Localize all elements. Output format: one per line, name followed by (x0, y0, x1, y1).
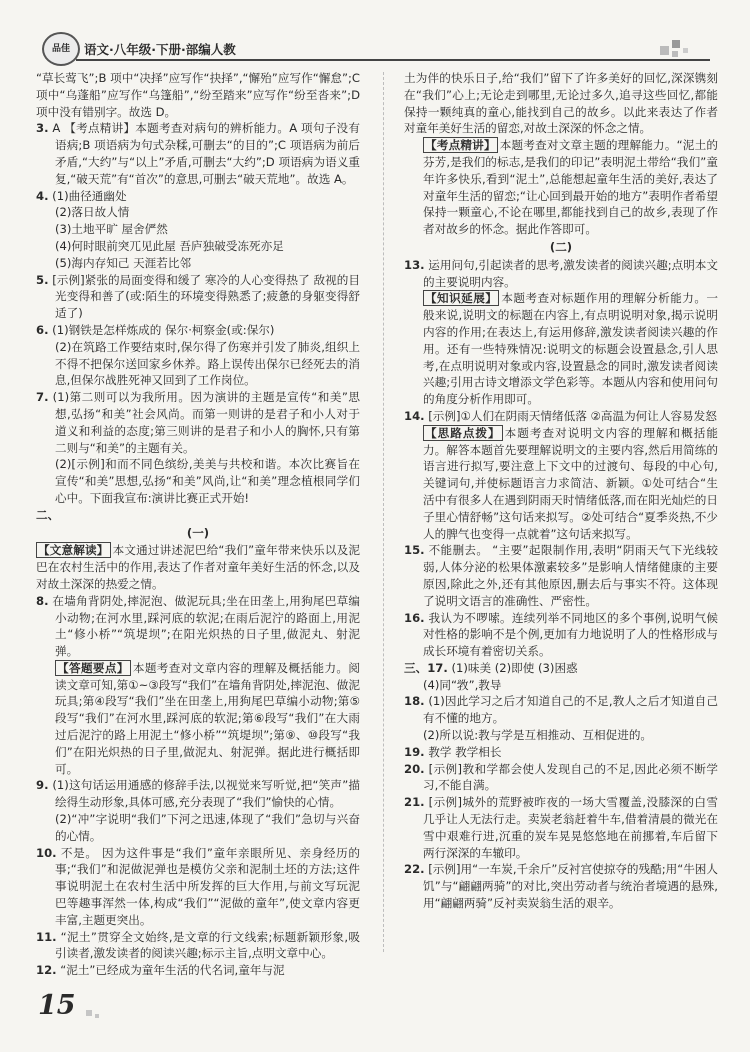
answer-text: (2)在筑路工作要结束时,保尔得了伤寒并引发了肺炎,组织上不得不把保尔送回家乡休养。路上误传出保尔已经死去的消息,但保尔战胜死神又回到了工作岗位。 (55, 339, 360, 388)
answer-text: 本题考查对文章内容的理解及概括能力。阅读文章可知,第①~③段写“我们”在墙角背阴处,摔泥泡、做泥玩具;第④段写“我们”坐在田垄上,用狗尾巴草编小动物;第⑤段写“我们”在河水里,踩河底的软泥;第⑥段写“我们”在大雨过后泥泞的路上用泥土“修小桥”“筑堤坝”;第⑨、⑩段写“我们”在阳光炽热的日子里,做泥丸、射泥弹。据此进行概括即可。 (55, 660, 360, 776)
answer-item (36, 777, 360, 811)
answer-item (404, 542, 718, 609)
question-number: 7. (36, 390, 49, 405)
answer-subitem (404, 677, 718, 694)
answer-item (36, 322, 360, 339)
answer-text: [示例]紧张的局面变得和缓了 寒冷的人心变得热了 敌视的目光变得和善了(或:陌生的环境变得熟悉了;疲惫的身躯变得舒适了) (52, 272, 361, 321)
question-number: 6. (36, 322, 49, 337)
section-heading (36, 525, 360, 542)
answer-text: (二) (549, 239, 573, 254)
question-number: 5. (36, 272, 49, 287)
answer-text: [示例]城外的荒野被昨夜的一场大雪覆盖,没膝深的白雪几乎让人无法行走。卖炭老翁赶着牛车,借着清晨的微光在雪中艰难行进,沉重的炭车晃晃悠悠地在前挪着,车后留下两行深深的车辙印。 (423, 795, 719, 860)
answer-text: 运用问句,引起读者的思考,激发读者的阅读兴趣;点明本文的主要说明内容。 (423, 257, 719, 289)
answer-subitem (36, 456, 360, 506)
question-number: 10. (36, 845, 57, 860)
page-number: 15 (38, 990, 76, 1021)
question-number: 15. (404, 543, 425, 558)
answer-text: A 【考点精讲】本题考查对病句的辨析能力。A 项句子没有语病;B 项语病为句式杂糅,可删去“的目的”;C 项语病为前后矛盾,“大约”与“以上”矛盾,可删去“大约”;D 项语病为语义重复,“破天荒”有“首次”的意思,可删去“破天荒地”。故选 A。 (52, 121, 360, 186)
analysis-tag: 【考点精讲】 (425, 138, 496, 153)
answer-text: [示例]用“一车炭,千余斤”反衬宫使掠夺的残酷;用“牛困人饥”与“翩翩两骑”的对比,突出劳动者与统治者境遇的悬殊,用“翩翩两骑”反衬卖炭翁生活的艰辛。 (423, 862, 718, 911)
answer-item (404, 660, 718, 677)
answer-text: (1)曲径通幽处 (52, 188, 127, 203)
answer-subitem (404, 425, 718, 543)
question-number: 12. (36, 963, 57, 978)
analysis-tag: 【思路点拨】 (425, 425, 501, 440)
answer-text: [示例]①人们在阴雨天情绪低落 ②高温为何让人容易发怒 (428, 408, 717, 423)
header-title: 语文·八年级·下册·部编人教 (84, 42, 236, 57)
answer-subitem (36, 238, 360, 255)
analysis-tag: 【知识延展】 (425, 291, 498, 306)
question-number: 20. (404, 761, 425, 776)
answer-text: (4)何时眼前突兀见此屋 吾庐独破受冻死亦足 (55, 238, 284, 253)
answer-item (36, 593, 360, 660)
answer-text: (4)同“敩”,教导 (423, 677, 502, 692)
answer-item (36, 845, 360, 929)
answer-paragraph (404, 70, 718, 137)
answer-item (404, 794, 718, 861)
answer-item (404, 257, 718, 291)
answer-text: 二、 (36, 507, 60, 522)
answer-text: (1)第二则可以为我所用。因为演讲的主题是宣传“和美”思想,弘扬“和美”社会风尚。而第一则讲的是君子和小人对于道义和利益的态度;第三则讲的是君子和小人的胸怀,只有第二则与“和美”的主题有关。 (52, 390, 361, 455)
analysis-tag: 【文意解读】 (38, 543, 109, 558)
header-rule (76, 59, 710, 61)
page-header (40, 30, 710, 66)
answer-text: “草长莺飞”;B 项中“决择”应写作“抉择”,“懈殆”应写作“懈怠”;C 项中“乌蓬船”应写作“乌篷船”,“纷至踏来”应写作“纷至沓来”;D 项中没有错别字。故选 D。 (36, 71, 360, 119)
answer-subitem (36, 339, 360, 389)
answer-text: [示例]教和学都会使人发现自己的不足,因此必须不断学习,不能自满。 (423, 761, 719, 793)
answer-subitem (36, 811, 360, 845)
answer-text: (5)海内存知己 天涯若比邻 (55, 255, 192, 270)
answer-text: (1)钢铁是怎样炼成的 保尔·柯察金(或:保尔) (52, 322, 275, 337)
answer-text: (1)味美 (2)即使 (3)困惑 (451, 660, 578, 675)
section-numeral (36, 507, 360, 524)
answer-paragraph (36, 542, 360, 592)
question-number: 22. (404, 862, 425, 877)
brand-logo: 品佳 (42, 32, 80, 66)
question-number: 9. (36, 778, 49, 793)
answer-text: 土为伴的快乐日子,给“我们”留下了许多美好的回忆,深深镌刻在“我们”心上;无论走到哪里,无论过多久,追寻这些回忆,都能保持一颗纯真的童心,能找到自己的故乡。以此来表达了作者对童年美好生活的留恋,对故土深深的怀念之情。 (404, 71, 718, 136)
answer-item (36, 389, 360, 456)
answer-text: (1)因此学习之后才知道自己的不足,教人之后才知道自己有不懂的地方。 (423, 694, 718, 726)
analysis-tag: 【答题要点】 (57, 660, 129, 675)
question-number: 4. (36, 188, 49, 203)
answer-text: 不是。 因为这件事是“我们”童年亲眼所见、亲身经历的事;“我们”和泥做泥弹也是模仿父亲和泥制土坯的方法;这件事说明泥土在农村生活中所发挥的巨大作用,与前文写玩泥巴等趣事浑然一体,构成“我们”“泥做的童年”,使文章内容更丰富,主题更突出。 (55, 845, 360, 927)
answer-item (404, 761, 718, 795)
answer-subitem (404, 727, 718, 744)
answer-column-right (404, 70, 718, 912)
answer-item (404, 610, 718, 660)
answer-item (36, 929, 360, 963)
question-number: 3. (36, 121, 49, 136)
answer-subitem (404, 290, 718, 408)
answer-item (404, 408, 718, 425)
answer-subitem (36, 204, 360, 221)
question-number: 19. (404, 744, 425, 759)
decorative-squares (660, 40, 700, 60)
section-numeral: 三、 (404, 660, 428, 675)
question-number: 17. (427, 660, 448, 675)
answer-subitem (404, 137, 718, 238)
answer-text: 不能删去。 “主要”起限制作用,表明“阴雨天气下光线较弱,人体分泌的松果体激素较多”是影响人情绪健康的主要原因,除此之外,还有其他原因,删去后与事实不符。这体现了说明文语言的准确性、严密性。 (423, 543, 718, 608)
section-heading (404, 239, 718, 256)
answer-text: (1)这句话运用通感的修辞手法,以视觉来写听觉,把“笑声”描绘得生动形象,具体可感,充分表现了“我们”愉快的心情。 (52, 778, 361, 810)
answer-column-left (36, 70, 360, 979)
answer-text: (2)所以说:教与学是互相推动、互相促进的。 (423, 728, 653, 743)
answer-subitem (36, 221, 360, 238)
answer-text: 本题考查对文章主题的理解能力。“泥土的芬芳,是我们的标志,是我们的印记”表明泥土带给“我们”童年许多快乐,看到“泥土”,总能想起童年生活的美好,表达了对童年生活的留恋;“让心回到最开始的地方”表明作者希望保持一颗童心,不论在哪里,都能找到自己的故乡,表现了作者对故乡的怀念。据此作答即可。 (423, 138, 718, 237)
question-number: 11. (36, 929, 57, 944)
answer-item (36, 120, 360, 187)
answer-text: (2)“冲”字说明“我们”下河之迅速,体现了“我们”急切与兴奋的心情。 (55, 812, 360, 843)
question-number: 18. (404, 694, 425, 709)
question-number: 14. (404, 408, 425, 423)
answer-text: 本题考查对标题作用的理解分析能力。一般来说,说明文的标题在内容上,有点明说明对象,揭示说明内容的作用;在表达上,有运用修辞,激发读者阅读兴趣的作用。还有一些特殊情况:说明文的标题会设置悬念,引人思考,在点明说明对象或内容,设置悬念的同时,激发读者阅读兴趣;引用古诗文增添文学色彩等。本题从内容和使用问句的角度分析作用即可。 (423, 291, 718, 407)
question-number: 13. (404, 257, 425, 272)
answer-subitem (36, 660, 360, 778)
column-divider (383, 72, 384, 952)
answer-item (36, 272, 360, 322)
answer-text: “泥土”贯穿全文始终,是文章的行文线索;标题新颖形象,吸引读者,激发读者的阅读兴趣;标示主旨,点明文章中心。 (55, 929, 361, 961)
answer-text: 本题考查对说明文内容的理解和概括能力。解答本题首先要理解说明文的主要内容,然后用简练的语言进行拟写,要注意上下文中的过渡句、每段的中心句,关键词句,并使标题语言力求简洁、新颖。①处可结合“生活中有很多人在遇到阴雨天时情绪低落,而在阳光灿烂的日子里心情舒畅”这句话来拟写。②处可结合“夏季炎热,不少人的脾气也变得一点就着”这句话来拟写。 (423, 425, 718, 541)
answer-text: 我认为不啰嗦。连续列举不同地区的多个事例,说明气候对性格的影响不是个例,更加有力地说明了人的性格形成与成长环境有着密切关系。 (423, 610, 718, 659)
answer-paragraph (36, 70, 360, 120)
answer-text: 在墙角背阴处,摔泥泡、做泥玩具;坐在田垄上,用狗尾巴草编小动物;在河水里,踩河底的软泥;在雨后泥泞的路面上,用泥土“修小桥”“筑堤坝”;在阳光炽热的日子里,做泥丸、射泥弹。 (52, 593, 361, 659)
answer-text: (2)[示例]和而不同色缤纷,美美与共校和谐。本次比赛旨在宣传“和美”思想,弘扬“和美”风尚,让“和美”理念植根同学们心中。下面我宣布:演讲比赛正式开始! (55, 457, 360, 505)
answer-item (404, 693, 718, 727)
question-number: 16. (404, 610, 425, 625)
answer-text: (3)土地平旷 屋舍俨然 (55, 222, 168, 237)
answer-text: 本文通过讲述泥巴给“我们”童年带来快乐以及泥巴在农村生活中的作用,表达了作者对童年美好生活的怀念,以及对故土深深的热爱之情。 (36, 543, 360, 591)
answer-item (404, 861, 718, 911)
answer-text: 教学 教学相长 (428, 744, 502, 759)
answer-subitem (36, 255, 360, 272)
question-number: 21. (404, 795, 425, 810)
answer-text: (一) (186, 525, 210, 540)
answer-item (404, 744, 718, 761)
answer-text: (2)落日故人情 (55, 205, 130, 220)
answer-item (36, 962, 360, 979)
answer-text: “泥土”已经成为童年生活的代名词,童年与泥 (60, 963, 285, 978)
question-number: 8. (36, 593, 49, 608)
answer-item (36, 188, 360, 205)
